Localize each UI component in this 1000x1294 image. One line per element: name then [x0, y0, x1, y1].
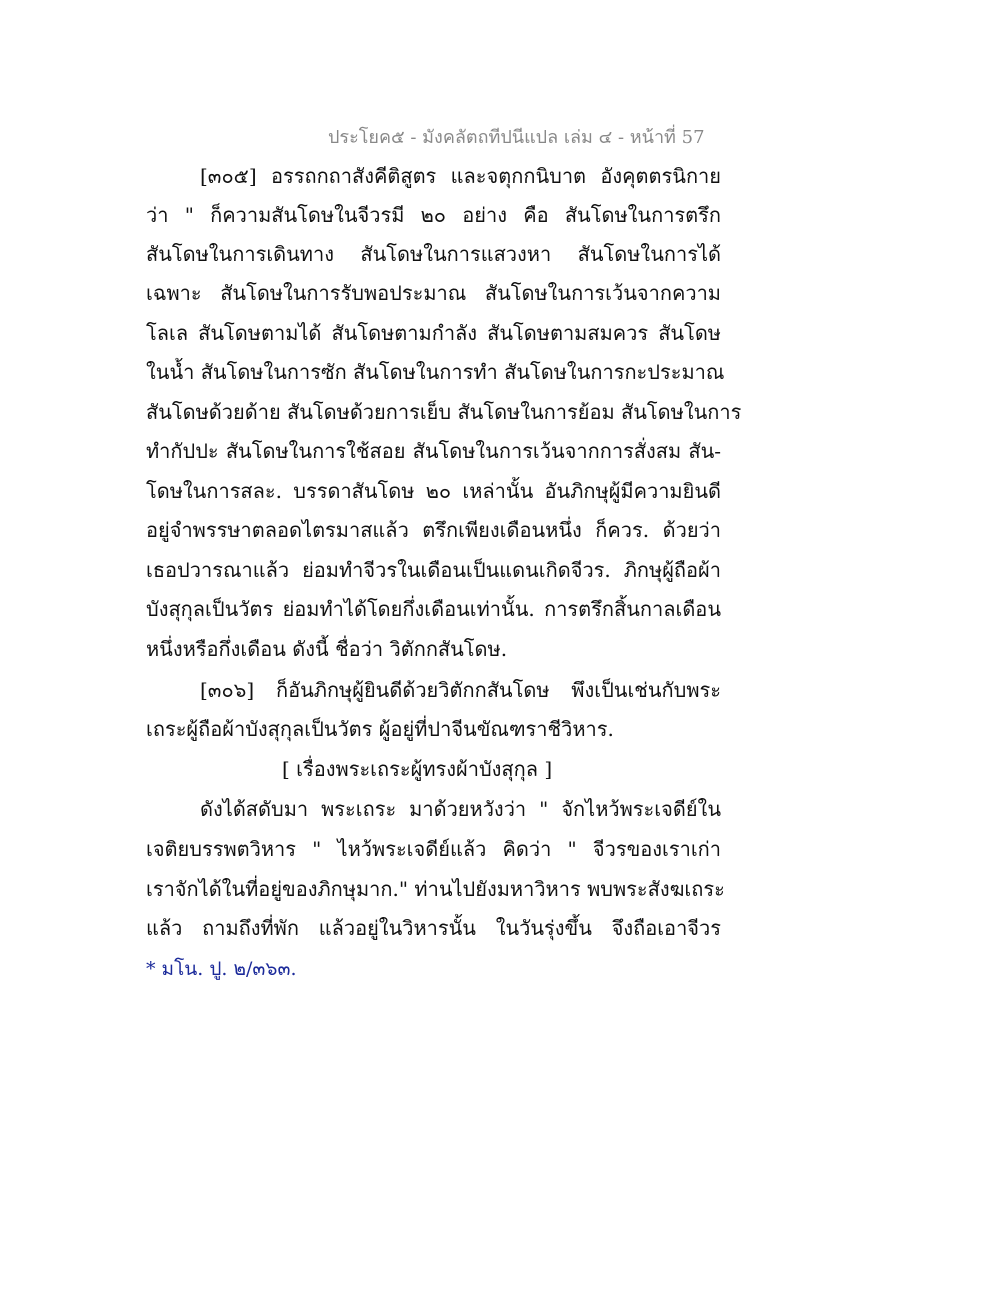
- paragraph-line: เถระผู้ถือผ้าบังสุกุลเป็นวัตร ผู้อยู่ที่ปาจีนขัณฑราชีวิหาร.: [146, 717, 614, 741]
- paragraph-line: ว่า " ก็ความสันโดษในจีวรมี ๒๐ อย่าง คือ สันโดษในการตรึก: [146, 203, 721, 227]
- page-header-text: ประโยค๕ - มังคลัตถทีปนีแปล เล่ม ๔ - หน้าที่ 57: [328, 127, 705, 148]
- paragraph-line: บังสุกุลเป็นวัตร ย่อมทำได้โดยกึ่งเดือนเท่านั้น. การตรึกสิ้นกาลเดือน: [146, 597, 721, 621]
- paragraph-line: [๓๐๕] อรรถกถาสังคีติสูตร และจตุกกนิบาต อังคุตตรนิกาย: [200, 164, 721, 188]
- paragraph-line: โดษในการสละ. บรรดาสันโดษ ๒๐ เหล่านั้น อันภิกษุผู้มีความยินดี: [146, 479, 721, 503]
- paragraph-line: หนึ่งหรือกึ่งเดือน ดังนี้ ชื่อว่า วิตักกสันโดษ.: [146, 637, 508, 661]
- paragraph-line: เฉพาะ สันโดษในการรับพอประมาณ สันโดษในการเว้นจากความ: [146, 281, 721, 305]
- paragraph-line: แล้ว ถามถึงที่พัก แล้วอยู่ในวิหารนั้น ในวันรุ่งขึ้น จึงถือเอาจีวร: [146, 916, 721, 940]
- paragraph-line: [๓๐๖] ก็อันภิกษุผู้ยินดีด้วยวิตักกสันโดษ พึงเป็นเช่นกับพระ: [200, 678, 721, 702]
- paragraph-line: โลเล สันโดษตามได้ สันโดษตามกำลัง สันโดษตามสมควร สันโดษ: [146, 321, 721, 345]
- paragraph-line: ในน้ำ สันโดษในการซัก สันโดษในการทำ สันโดษในการกะประมาณ: [146, 360, 725, 384]
- story-title: [ เรื่องพระเถระผู้ทรงผ้าบังสุกุล ]: [282, 757, 553, 781]
- footnote: * มโน. ปู. ๒/๓๖๓.: [146, 958, 297, 980]
- paragraph-line: เจติยบรรพตวิหาร " ไหว้พระเจดีย์แล้ว คิดว่า " จีวรของเราเก่า: [146, 837, 721, 861]
- paragraph-line: เราจักได้ในที่อยู่ของภิกษุมาก." ท่านไปยังมหาวิหาร พบพระสังฆเถระ: [146, 877, 725, 901]
- paragraph-line: ดังได้สดับมา พระเถระ มาด้วยหวังว่า " จักไหว้พระเจดีย์ใน: [200, 797, 721, 821]
- paragraph-line: อยู่จำพรรษาตลอดไตรมาสแล้ว ตรึกเพียงเดือนหนึ่ง ก็ควร. ด้วยว่า: [146, 518, 721, 542]
- paragraph-line: ทำกัปปะ สันโดษในการใช้สอย สันโดษในการเว้นจากการสั่งสม สัน-: [146, 439, 721, 463]
- paragraph-line: สันโดษด้วยด้าย สันโดษด้วยการเย็บ สันโดษในการย้อม สันโดษในการ: [146, 400, 742, 424]
- paragraph-line: สันโดษในการเดินทาง สันโดษในการแสวงหา สันโดษในการได้: [146, 242, 721, 266]
- paragraph-line: เธอปวารณาแล้ว ย่อมทำจีวรในเดือนเป็นแดนเกิดจีวร. ภิกษุผู้ถือผ้า: [146, 558, 721, 582]
